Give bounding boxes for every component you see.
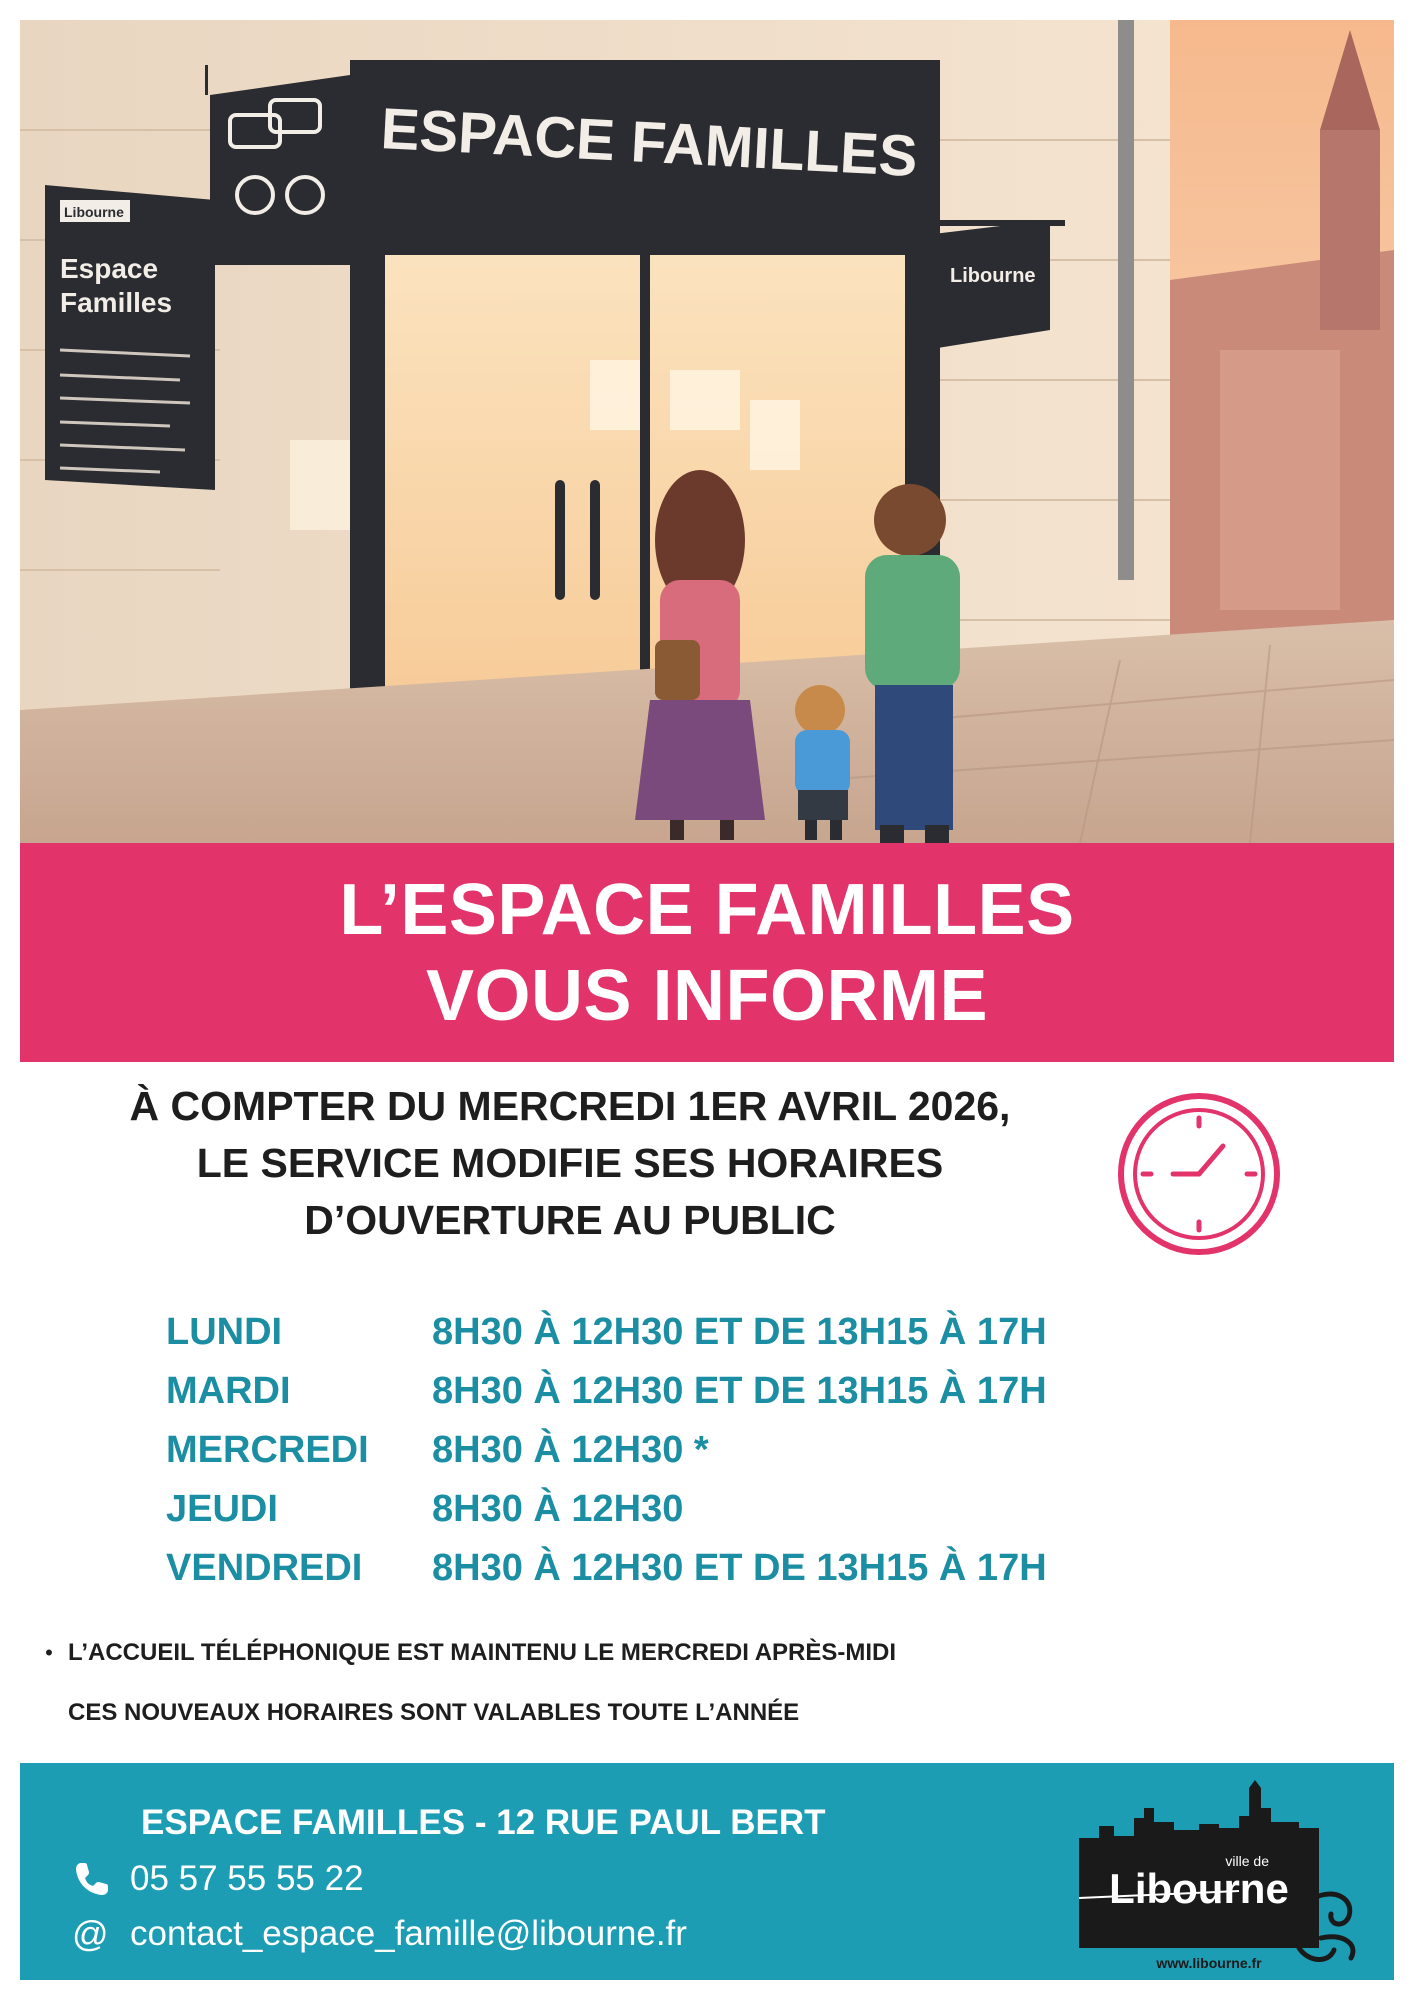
logo-prefix: ville de <box>1225 1853 1269 1869</box>
footer-phone-number: 05 57 55 55 22 <box>130 1859 364 1898</box>
schedule-day: MARDI <box>166 1370 291 1412</box>
child-figure <box>795 685 850 840</box>
announcement-line-2: LE SERVICE MODIFIE SES HORAIRES <box>196 1140 944 1186</box>
note-phone-service <box>30 1628 1230 1678</box>
wall-plaque-title-1: Espace <box>60 253 159 284</box>
announcement-line-3: D’OUVERTURE AU PUBLIC <box>304 1197 836 1243</box>
note-text-2: CES NOUVEAUX HORAIRES SONT VALABLES TOUTE L’ANNÉE <box>68 1699 800 1726</box>
logo-url: www.libourne.fr <box>1156 1955 1262 1971</box>
footer-address: ESPACE FAMILLES - 12 RUE PAUL BERT <box>141 1803 826 1842</box>
phone-icon <box>72 1859 130 1899</box>
schedule-hours: 8H30 À 12H30 <box>432 1488 684 1530</box>
schedule-row <box>166 1480 1266 1539</box>
schedule-row <box>166 1539 1266 1598</box>
note-text-1: L’ACCUEIL TÉLÉPHONIQUE EST MAINTENU LE MERCREDI APRÈS-MIDI <box>68 1639 897 1666</box>
note-validity <box>30 1688 1230 1738</box>
wall-plaque-logo: Libourne <box>64 204 124 220</box>
libourne-logo <box>1059 1778 1375 1973</box>
schedule-hours: 8H30 À 12H30 ET DE 13H15 À 17H <box>432 1547 1047 1589</box>
schedule-hours: 8H30 À 12H30 ET DE 13H15 À 17H <box>432 1311 1047 1353</box>
announcement-line-1: À COMPTER DU MERCREDI 1ER AVRIL 2026, <box>129 1083 1011 1129</box>
schedule-day: JEUDI <box>166 1488 278 1530</box>
headline-banner <box>20 843 1394 1062</box>
clock-icon <box>1113 1088 1285 1260</box>
banner-line-2: VOUS INFORME <box>425 955 989 1036</box>
storefront-illustration <box>20 20 1394 843</box>
logo-name: Libourne <box>1109 1865 1289 1912</box>
footer-email[interactable] <box>72 1914 687 1954</box>
footer-email-address: contact_espace_famille@libourne.fr <box>130 1914 687 1953</box>
schedule-day: MERCREDI <box>166 1429 369 1471</box>
bullet-icon: • <box>45 1640 53 1665</box>
main-sign-text: ESPACE FAMILLES <box>379 96 920 190</box>
schedule-row <box>166 1303 1266 1362</box>
schedule-row <box>166 1421 1266 1480</box>
banner-line-1: L’ESPACE FAMILLES <box>339 869 1075 950</box>
at-icon: @ <box>72 1913 109 1954</box>
schedule-day: LUNDI <box>166 1311 283 1353</box>
wall-plaque-title-2: Familles <box>60 287 173 318</box>
announcement <box>40 1078 1100 1249</box>
footer-phone[interactable] <box>72 1859 364 1899</box>
schedule-row <box>166 1362 1266 1421</box>
schedule-day: VENDREDI <box>166 1547 363 1589</box>
schedule-hours: 8H30 À 12H30 ET DE 13H15 À 17H <box>432 1370 1047 1412</box>
schedule-hours: 8H30 À 12H30 * <box>432 1429 709 1471</box>
notes <box>30 1628 1230 1738</box>
opening-hours <box>166 1303 1266 1598</box>
hanging-sign-logo: Libourne <box>950 265 1036 287</box>
